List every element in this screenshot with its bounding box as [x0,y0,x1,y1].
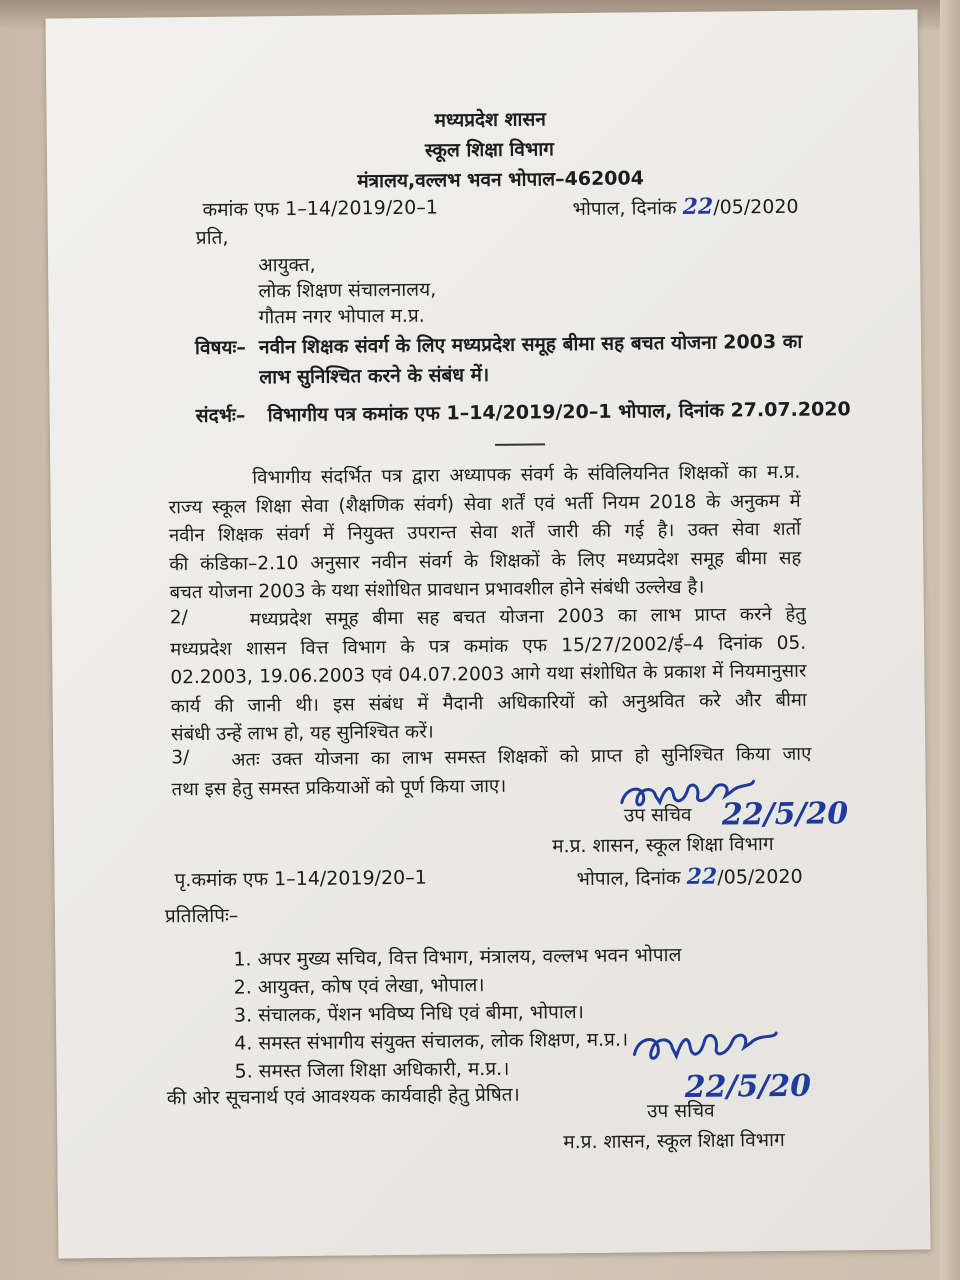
para1-line: राज्य स्कूल शिक्षा सेवा (शैक्षणिक संवर्ग) सेवा शर्तें एवं भर्ती नियम 2018 के अनुकम में [168,490,801,518]
header-department: स्कूल शिक्षा विभाग [424,138,554,162]
endorsement-date-rest: /05/2020 [717,865,803,889]
letter-date [572,193,798,222]
recipient-line-2: लोक शिक्षण संचालनालय, [258,278,437,303]
para1-line: नवीन शिक्षक संवर्ग में नियुक्त उपरान्त सेवा शर्तें जारी की गई है। उक्त सेवा शर्तो [168,518,802,547]
para2-line: मध्यप्रदेश शासन वित्त विभाग के पत्र कमांक एफ 15/27/2002/ई–4 दिनांक 05. [170,632,807,660]
letter-date-rest: /05/2020 [713,195,799,219]
sig1-designation: उप सचिव [623,803,692,827]
subject-line-2: लाभ सुनिश्चित करने के संबंध में। [259,363,490,389]
para2-number: 2/ [169,607,188,629]
background-right [940,0,960,1280]
reference-text: विभागीय पत्र कमांक एफ 1–14/2019/20–1 भोपाल, दिनांक 27.07.2020 [267,398,851,427]
subject-line-1: नवीन शिक्षक संवर्ग के लिए मध्यप्रदेश समूह बीमा सह बचत योजना 2003 का [258,330,803,359]
para2-line: कार्य की जानी थी। इस संबंध में मैदानी अधिकारियों को अनुश्रवित करे और बीमा [170,689,807,717]
paragraph-2 [170,601,807,750]
header-address: मंत्रालय,वल्लभ भवन भोपाल–462004 [357,167,645,193]
recipient-line-3: गौतम नगर भोपाल म.प्र. [258,304,425,329]
letter-paper [46,9,931,1258]
sig2-handwritten-date: 22/5/20 [684,1068,812,1105]
endorsement-handwritten-day: 22 [686,863,718,890]
handwritten-day: 22 [682,193,714,220]
copy-label: प्रतिलिपिः– [164,904,239,928]
para2-line: संबंधी उन्हें लाभ हो, यह सुनिश्चित करें। [170,721,434,746]
header-government: मध्यप्रदेश शासन [434,108,546,132]
copy-item-5: 5. समस्त जिला शिक्षा अधिकारी, म.प्र.। [234,1057,510,1083]
sig1-office: म.प्र. शासन, स्कूल शिक्षा विभाग [552,833,774,858]
para3-line: तथा इस हेतु समस्त प्रकियाओं को पूर्ण किया जाए। [171,775,507,800]
letter-date-prefix: भोपाल, दिनांक [572,197,677,221]
sig2-designation: उप सचिव [646,1099,715,1123]
endorsement-date-prefix: भोपाल, दिनांक [576,866,681,891]
sig1-handwritten-date: 22/5/20 [721,796,849,833]
recipient-line-1: आयुक्त, [258,253,316,277]
copy-item-1: 1. अपर मुख्य सचिव, वित्त विभाग, मंत्रालय, वल्लभ भवन भोपाल [233,943,682,971]
para1-line: विभागीय संदर्भित पत्र द्वारा अध्यापक संवर्ग के संविलियनित शिक्षकों का म.प्र. [252,461,801,489]
copy-item-4: 4. समस्त संभागीय संयुक्त संचालक, लोक शिक्षण, म.प्र.। [234,1028,629,1055]
para3-number: 3/ [171,747,190,769]
para3-line: अतः उक्त योजना का लाभ समस्त शिक्षकों को प्राप्त हो सुनिश्चित किया जाए [231,743,812,771]
endorsement-number: पृ.कमांक एफ 1–14/2019/20–1 [174,866,427,892]
endorsement-date [576,863,802,892]
to-label: प्रति, [195,226,229,250]
paragraph-1 [168,459,801,608]
separator-line [495,443,545,446]
letter-number: कमांक एफ 1–14/2019/20–1 [202,196,439,221]
para2-line: 02.2003, 19.06.2003 एवं 04.07.2003 आगे यथा संशोधित के प्रकाश में नियमानुसार [170,660,807,689]
para1-line: की कंडिका–2.10 अनुसार नवीन संवर्ग के शिक्षकों के लिए मध्यप्रदेश समूह बीमा सह [169,547,802,575]
closing-line: की ओर सूचनार्थ एवं आवश्यक कार्यवाही हेतु प्रेषित। [166,1083,520,1110]
copy-item-2: 2. आयुक्त, कोष एवं लेखा, भोपाल। [233,974,485,999]
para1-line: बचत योजना 2003 के यथा संशोधित प्रावधान प्रभावशील होने संबंधी उल्लेख है। [169,576,705,604]
subject-label: विषयः– [194,336,246,360]
sig2-office: म.प्र. शासन, स्कूल शिक्षा विभाग [563,1128,785,1154]
reference-label: संदर्भः– [195,404,246,428]
para2-line: मध्यप्रदेश समूह बीमा सह बचत योजना 2003 का लाभ प्राप्त करने हेतु [249,603,806,631]
copy-item-3: 3. संचालक, पेंशन भविष्य निधि एवं बीमा, भोपाल। [233,1001,585,1027]
